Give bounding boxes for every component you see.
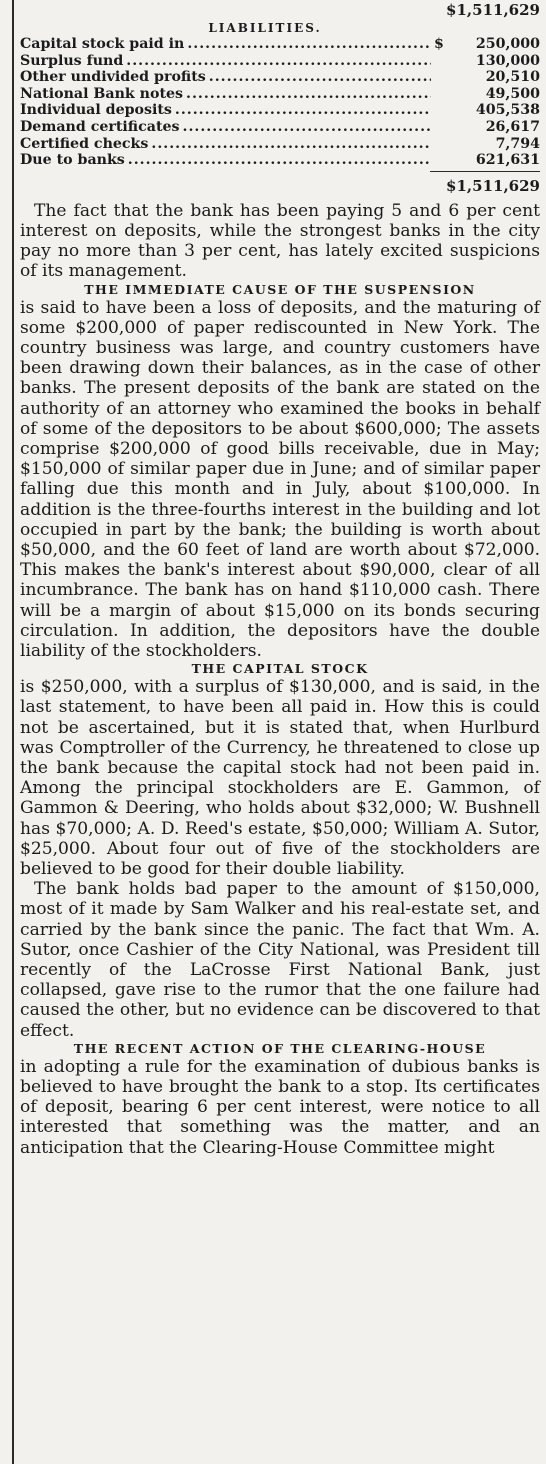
liability-row bbox=[20, 69, 540, 86]
liability-value: 405,538 bbox=[475, 102, 540, 119]
dollar-sign: $ bbox=[434, 36, 444, 52]
liability-row bbox=[20, 119, 540, 136]
liability-label: Surplus fund bbox=[20, 52, 124, 69]
article-paragraph: The fact that the bank has been paying 5 and 6 per cent interest on deposits, while the strongest banks in the city pay no more than 3 per cent, has lately excited suspicions of its management. bbox=[20, 200, 540, 282]
total-assets: $1,511,629 bbox=[446, 1, 540, 19]
dollar-sign bbox=[434, 136, 448, 153]
dollar-sign bbox=[434, 102, 448, 119]
dollar-sign bbox=[434, 69, 448, 86]
liability-label: Certified checks bbox=[20, 135, 149, 152]
article-paragraph: The bank holds bad paper to the amount of $150,000, most of it made by Sam Walker and his real-estate set, and carried by the bank since the panic. The fact that Wm. A. Sutor, once Cashier of the City National, was President till recently of the LaCrosse First National Bank, just collapsed, gave rise to the rumor that the one failure had caused the other, but no evidence can be discovered to that effect. bbox=[20, 879, 540, 1041]
liabilities-table bbox=[20, 36, 540, 169]
section-heading: THE RECENT ACTION OF THE CLEARING-HOUSE bbox=[73, 1040, 487, 1056]
liability-value: 621,631 bbox=[475, 152, 540, 169]
liability-label: Individual deposits bbox=[20, 102, 172, 119]
dollar-sign bbox=[434, 152, 448, 169]
section-heading: THE IMMEDIATE CAUSE OF THE SUSPENSION bbox=[84, 281, 476, 297]
dollar-sign bbox=[434, 119, 448, 136]
newspaper-column bbox=[20, 0, 540, 1158]
dot-leader bbox=[187, 36, 431, 53]
liabilities-heading: LIABILITIES. bbox=[208, 21, 322, 35]
liability-label: Demand certificates bbox=[20, 118, 180, 135]
liability-value: 26,617 bbox=[485, 118, 540, 135]
dollar-sign bbox=[434, 86, 448, 103]
liability-row bbox=[20, 36, 540, 53]
liability-row bbox=[20, 102, 540, 119]
article-paragraph: is $250,000, with a surplus of $130,000, and is said, in the last statement, to have been all paid in. How this is could not be ascertained, but it is stated that, when Hurlburd was Comptroller of the Currency, he threatened to close up the bank because the capital stock had not been paid in. Among the principal stockholders are E. Gammon, of Gammon & Deering, who holds about $32,000; W. Bushnell has $70,000; A. D. Reed's estate, $50,000; William A. Sutor, $25,000. About four out of five of the stockholders are believed to be good for their double liability. bbox=[20, 677, 540, 880]
column-rule bbox=[12, 0, 14, 1464]
dot-leader bbox=[186, 86, 431, 103]
article-paragraph: is said to have been a loss of deposits, and the maturing of some $200,000 of paper rediscounted in New York. The country business was large, and country customers have been drawing down their balances, as in the case of other banks. The present deposits of the bank are stated on the authority of an attorney who examined the books in behalf of some of the depositors to be about $600,000; The assets comprise $200,000 of good bills receivable, due in May; $150,000 of similar paper due in June; and of similar paper falling due this month and in July, about $100,000. In addition is the three-fourths interest in the building and lot occupied in part by the bank; the building is worth about $50,000, and the 60 feet of land are worth about $72,000. This makes the bank's interest about $90,000, clear of all incumbrance. The bank has on hand $110,000 cash. There will be a margin of about $15,000 on its bonds securing circulation. In addition, the depositors have the double liability of the stockholders. bbox=[20, 297, 540, 662]
dot-leader bbox=[183, 119, 431, 136]
section-heading: THE CAPITAL STOCK bbox=[191, 661, 369, 677]
liability-value: 49,500 bbox=[485, 85, 540, 102]
dot-leader bbox=[128, 152, 431, 169]
liability-row bbox=[20, 152, 540, 169]
liability-value: 250,000 bbox=[475, 36, 540, 52]
liability-label: Capital stock paid in bbox=[20, 36, 185, 52]
liability-label: National Bank notes bbox=[20, 85, 184, 102]
dot-leader bbox=[209, 69, 431, 86]
liability-value: 7,794 bbox=[495, 135, 540, 152]
liability-row bbox=[20, 136, 540, 153]
total-liabilities: $1,511,629 bbox=[446, 176, 540, 195]
liability-label: Other undivided profits bbox=[20, 69, 206, 86]
article-paragraph: in adopting a rule for the examination of dubious banks is believed to have brought the bank to a stop. Its certificates of deposit, bearing 6 per cent interest, were notice to all interested that something was the matter, and an anticipation that the Clearing-House Committee might bbox=[20, 1056, 540, 1158]
dot-leader bbox=[151, 136, 431, 153]
liability-value: 20,510 bbox=[485, 69, 540, 86]
liability-row bbox=[20, 86, 540, 103]
liability-label: Due to banks bbox=[20, 152, 125, 169]
dot-leader bbox=[126, 53, 431, 70]
liability-row bbox=[20, 53, 540, 70]
dollar-sign bbox=[434, 53, 448, 70]
dot-leader bbox=[175, 102, 431, 119]
liability-value: 130,000 bbox=[475, 52, 540, 69]
